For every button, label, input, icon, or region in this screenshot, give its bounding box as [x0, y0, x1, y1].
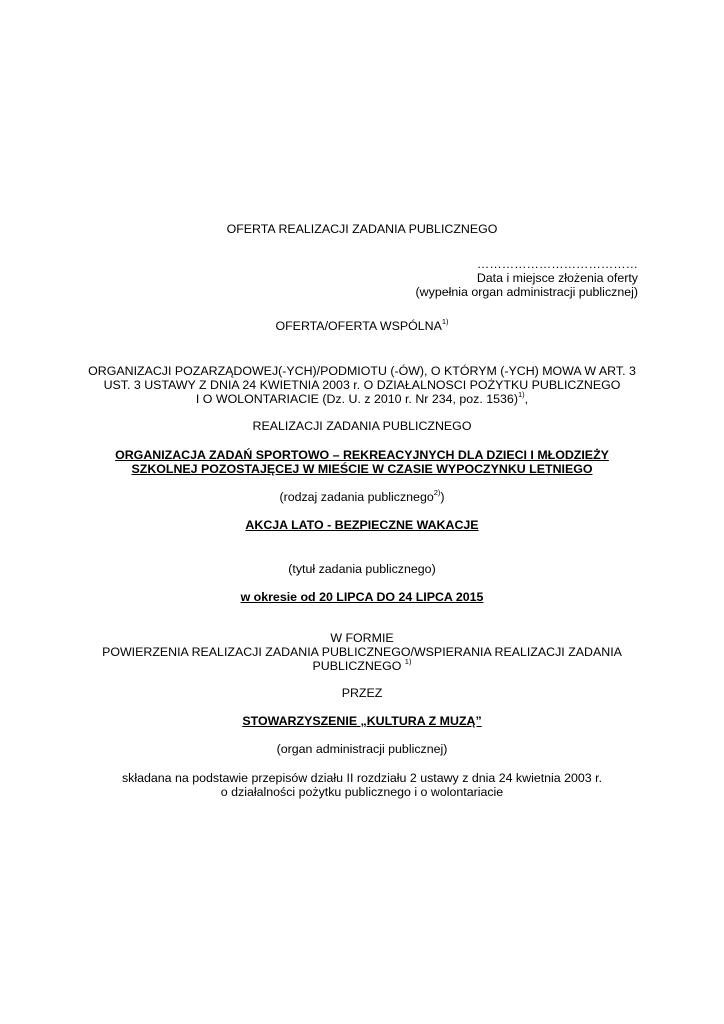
task-type-caption: [0, 487, 724, 505]
form-line-3: [0, 656, 724, 674]
date-dots: …………………………………: [476, 257, 638, 271]
organ-name: STOWARZYSZENIE „KULTURA Z MUZĄ”: [242, 714, 482, 728]
form-line-2: POWIERZENIA REALIZACJI ZADANIA PUBLICZNEGO/WSPIERANIA REALIZACJI ZADANIA: [102, 645, 622, 659]
organization-line-3-tail: ,: [524, 392, 529, 406]
form-heading: W FORMIE: [330, 631, 394, 645]
form-footnote: 1): [404, 656, 412, 666]
organization-line-2: UST. 3 USTAWY Z DNIA 24 KWIETNIA 2003 r. O DZIAŁALNOSCI POŻYTKU PUBLICZNEGO: [103, 378, 621, 392]
task-period: w okresie od 20 LIPCA DO 24 LIPCA 2015: [240, 590, 484, 604]
by-label: PRZEZ: [341, 686, 383, 700]
organization-footnote: 1): [517, 389, 525, 399]
task-title-caption: (tytuł zadania publicznego): [288, 562, 436, 576]
task-title: AKCJA LATO - BEZPIECZNE WAKACJE: [245, 518, 479, 532]
realization-heading: REALIZACJI ZADANIA PUBLICZNEGO: [252, 419, 472, 433]
task-type-line-1: ORGANIZACJA ZADAŃ SPORTOWO – REKREACYJNYCH DLA DZIECI I MŁODZIEŻY: [115, 448, 609, 462]
document-title: OFERTA REALIZACJI ZADANIA PUBLICZNEGO: [226, 222, 498, 236]
legal-basis-line-2: o działalności pożytku publicznego i o wolontariacie: [220, 785, 504, 799]
organ-caption: (organ administracji publicznej): [276, 742, 448, 756]
task-type-footnote: 2): [433, 487, 441, 497]
offer-type-text: OFERTA/OFERTA WSPÓLNA: [275, 319, 442, 333]
form-line-3-text: PUBLICZNEGO: [312, 659, 405, 673]
organization-line-3-text: I O WOLONTARIACIE (Dz. U. z 2010 r. Nr 234, poz. 1536): [195, 392, 518, 406]
legal-basis-line-1: składana na podstawie przepisów działu II rozdziału 2 ustawy z dnia 24 kwietnia 2003 r.: [121, 771, 603, 785]
task-type-line-2: SZKOLNEJ POZOSTAJĘCEJ W MIEŚCIE W CZASIE WYPOCZYNKU LETNIEGO: [131, 462, 593, 476]
filled-by-note: (wypełnia organ administracji publicznej): [415, 285, 638, 299]
offer-type-footnote: 1): [441, 316, 449, 326]
organization-line-3: [0, 389, 724, 407]
organization-line-1: ORGANIZACJI POZARZĄDOWEJ(-YCH)/PODMIOTU (-ÓW), O KTÓRYM (-YCH) MOWA W ART. 3: [88, 364, 636, 378]
task-type-caption-text: (rodzaj zadania publicznego: [279, 490, 434, 504]
date-place-label: Data i miejsce złożenia oferty: [476, 271, 638, 285]
offer-type: [0, 316, 724, 334]
task-type-caption-close: ): [440, 490, 445, 504]
